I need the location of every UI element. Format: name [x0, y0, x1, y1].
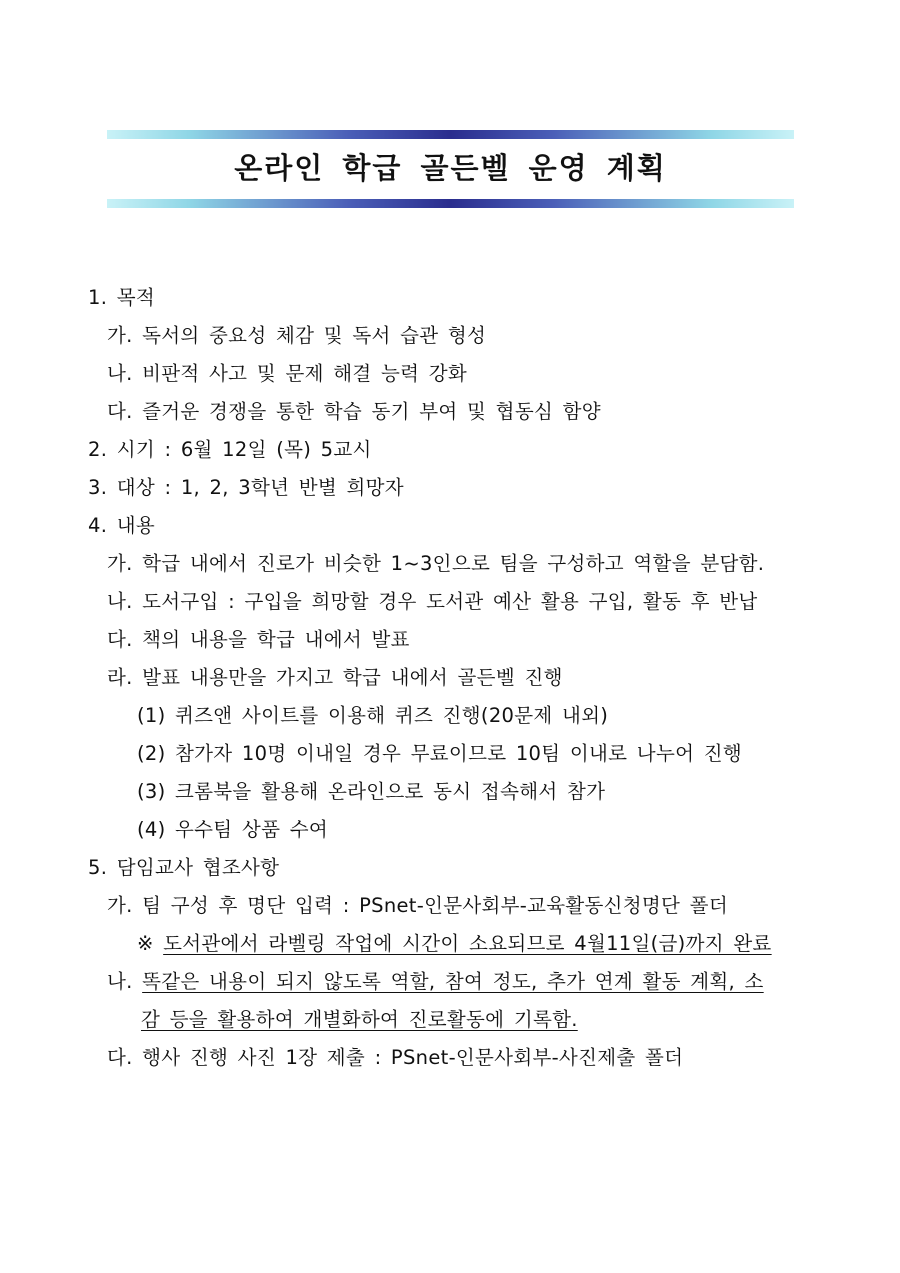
section-4-item-ga: 가. 학급 내에서 진로가 비슷한 1~3인으로 팀을 구성하고 역할을 분담함. [107, 552, 765, 575]
note-mark: ※ [137, 932, 154, 955]
section-4-subitem-2: (2) 참가자 10명 이내일 경우 무료이므로 10팀 이내로 나누어 진행 [137, 742, 742, 765]
page-title: 온라인 학급 골든벨 운영 계획 [234, 151, 667, 185]
section-1-item-ga: 가. 독서의 중요성 체감 및 독서 습관 형성 [107, 324, 487, 347]
item-na-line2: 감 등을 활용하여 개별화하여 진로활동에 기록함. [141, 1008, 578, 1031]
section-4-subitem-4: (4) 우수팀 상품 수여 [137, 818, 328, 841]
section-4-item-da: 다. 책의 내용을 학급 내에서 발표 [107, 628, 410, 651]
section-2-heading: 2. 시기 : 6월 12일 (목) 5교시 [88, 438, 372, 461]
section-4-item-ra: 라. 발표 내용만을 가지고 학급 내에서 골든벨 진행 [107, 666, 563, 689]
section-4-subitem-3: (3) 크롬북을 활용해 온라인으로 동시 접속해서 참가 [137, 780, 606, 803]
item-na-line1: 똑같은 내용이 되지 않도록 역할, 참여 정도, 추가 연계 활동 계획, 소 [142, 970, 764, 993]
section-5-item-na-continued [141, 1007, 578, 1033]
section-1-item-na: 나. 비판적 사고 및 문제 해결 능력 강화 [107, 362, 468, 385]
section-1-heading: 1. 목적 [88, 286, 155, 309]
item-na-prefix: 나. [107, 970, 133, 993]
section-5-item-da: 다. 행사 진행 사진 1장 제출 : PSnet-인문사회부-사진제출 폴더 [107, 1046, 684, 1069]
section-5-heading: 5. 담임교사 협조사항 [88, 856, 280, 879]
section-4-item-na: 나. 도서구입 : 구입을 희망할 경우 도서관 예산 활용 구입, 활동 후 반납 [107, 590, 758, 613]
section-5-item-ga: 가. 팀 구성 후 명단 입력 : PSnet-인문사회부-교육활동신청명단 폴더 [107, 894, 728, 917]
section-3-heading: 3. 대상 : 1, 2, 3학년 반별 희망자 [88, 476, 404, 499]
section-4-subitem-1: (1) 퀴즈앤 사이트를 이용해 퀴즈 진행(20문제 내외) [137, 704, 609, 727]
note-text: 도서관에서 라벨링 작업에 시간이 소요되므로 4월11일(금)까지 완료 [163, 932, 772, 955]
section-5-note [137, 931, 772, 957]
section-1-item-da: 다. 즐거운 경쟁을 통한 학습 동기 부여 및 협동심 함양 [107, 400, 601, 423]
section-4-heading: 4. 내용 [88, 514, 155, 537]
section-5-item-na [107, 969, 764, 995]
